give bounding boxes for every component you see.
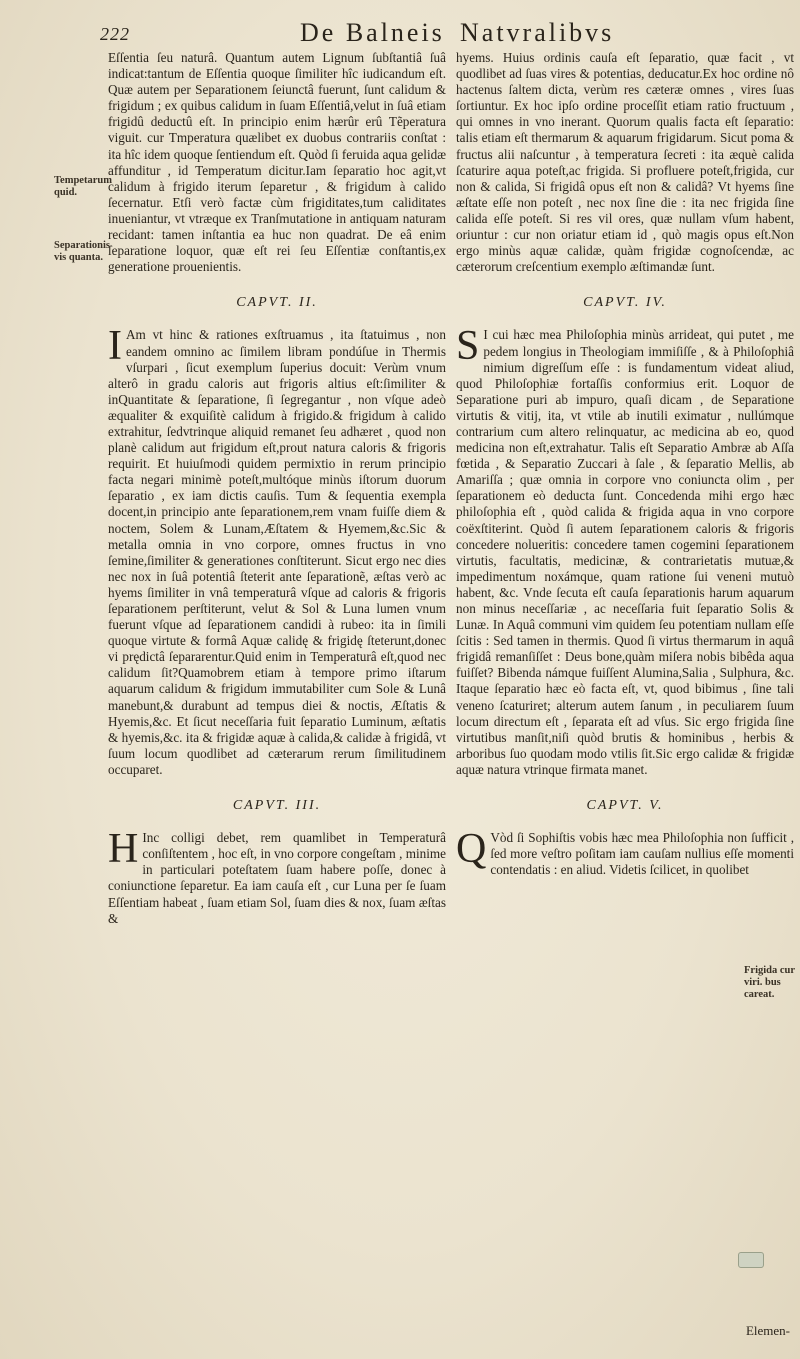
chapter-3-paragraph xyxy=(108,826,446,927)
page-number: 222 xyxy=(100,24,130,44)
chapter-3-text: Inc colligi debet, rem quamlibet in Temperaturâ conſiſtentem , hoc eſt, in vno corpore congeſtam , minime in particulari poteſtatem ſuam habere poſſe, donec à coniunctione ſeparetur. Ea iam cauſa eſt , cur Luna per ſe ſuam Eſſentiam habeat , ſuam etiam Sol, ſuam dies & nox, ſuam æſtas & xyxy=(108,830,446,926)
left-column xyxy=(108,50,446,927)
chapter-4-text: I cui hæc mea Philoſophia minùs arrideat, qui putet , me pedem longius in Theologiam immiſiſſe , & à Philoſophiâ nimium digreſſum eſſe : is fundamentum videat aliud, quod Philoſophiæ fortaſſis conformius erit. Loquor de Separatione puri ab impuro, quaſi dicam , de Separatione virtutis & vitij, ita, vt vtile ab inutili eximatur , nullúmque contrarium cum altero relinquatur, ac medicina ab eo, quod medicina non eſt,extrahatur. Talis eſt Separatio Ambræ ab Aſſa fœtida , & Separatio Zuccari à ſale , & ſeparatio Mellis, ab Amariſſa ; quæ omnia in corpore vno coniuncta olim , per ſeparationem eò deducta ſunt. Concedenda mihi ergo hæc philoſophia eſt , quòd calida & frigida aqua in vno corpore coëxſtiterint. Quòd ſi autem ſeparationem caloris & frigoris concedere nolueritis: concedere tamen cogemini ſeparationem virtutis, facultatis, medicinæ, & contrarietatis mutuæ,& impedimentum noxámque, quam ratione ſui veneni mutuò habent, &c. Vnde ſecuta eſt cauſa ſeparationis harum aquarum non minus neceſſariæ , ac neceſſaria fuit ſeparatio Solis & Lunæ. In Aquâ communi vim quidem ſeu potentiam nullam eſſe ſcitis : Sed tamen in thermis. Quod ſi virtus thermarum in aquâ frigidâ remanſiſſet : Deus bone,quàm miſera nobis bibêda aqua fuiſſet? Bibenda námque fuiſſent Alumina,Salia , Sulphura, &c. Itaque ſeparatio hæc eò facta eſt, vt, quod bibimus , ſine tali veneno ſcaturiret; alterum autem ſanum , in peculiarem ſuum locum directum eſt , ſeparata eſt ad vſus. Sic ergo frigida ſine virtutibus manſit,niſi quòd brutis & hominibus , herbis & arboribus ſuo quodam modo vtilis ſit.Sic ergo calidæ & frigidæ aquæ natura vtrinque firmata manet. xyxy=(456,327,794,777)
right-opening-paragraph: hyems. Huius ordinis cauſa eſt ſeparatio, quæ facit , vt quodlibet ad ſuas vires & potentias, deducatur.Ex hoc ordine nô hactenus ſaltem dicta, verùm res cæteræ omnes , vires ſuas ſortiuntur. Ex hoc ipſo ordine proceſſit etiam ratio fructuum , qui omnes in vno inerant. Quorum qualis facta eſt ſeparatio: talis etiam eſt thermarum & aquarum frigidarum. Sicut poma & fructus alii naſcuntur , à temperatura ſecreti : ita æquè calida ſcaturire aqua poteſt,ac frigida. Si profluere poteſt,frigida, cur non & calida, Si frigidâ opus eſt non & calidâ? Vt hyems ſine æſtate eſſe non poteſt , nec nox ſine die : ita nec frigida ſine calida eſſe poteſt. Si res vil ores, quæ nullam vſum habent, oriuntur : cur non oriatur etiam id , quò magis opus eſt.Non ergo minùs aquæ calidæ, quàm frigidæ cognoſcendæ, ac cæterorum creſcentium exemplo æſtimandæ ſunt. xyxy=(456,50,794,275)
chapter-2-text: Am vt hinc & rationes exſtruamus , ita ſtatuimus , non eandem omnino ac ſimilem libram pondúſue in Thermis vſurpari , ſicut exemplum ſuperius docuit: Verùm vnum alterô in gradu caloris aut frigoris altius eſt:ſimiliter & inQuantitate & ſeparatione, ſi ſegregantur , non vſque adeò æqualiter & exquiſitè calidum à frigido.& frigidum à calido extrahitur, ſedvtrinque aliquid remanet ſeu adhæret , quod non planè calidum aut frigidum eſt,prout natura caloris & frigoris requirit. Et huiuſmodi quidem permixtio in rerum principio facta negari minimè poteſt,multóque minùs iſtorum duorum ſeparatio , ex iam dictis cauſis. Tum & ſequentia exempla docent,in principio ante ſeparationem,rem vnam fuiſſe diem & noctem, Solem & Lunam,Æſtatem & Hyemem,&c.Sic & metalla omnia in vno corpore, omnes fructus in vno ſemine,ſimiliter & generationes conſtiterunt. Sicut ergo nec dies nec nox in ſuâ potentiâ ſteterit ante ſeparationẽ, æſtas verò ac hyems ſimiliter in vnâ temperaturâ vſque ad caloris & frigoris ſeparationem perſtiterunt, velut & Sol & Luna lumen vnum fuerunt vſque ad ſeparationem candidi à rubeo: ita in ſimili quoque virtute & formâ Aquæ calidę & frigidę ſteterunt,donec vi prędictâ ſepararentur.Quid enim in Temperaturâ eſt,quod nec calidum ſit?Quamobrem etiam à tempore primo iſtarum aquarum calidum & frigidum immutabiliter cum Sole & Lunâ manebunt,& durabunt ad tempus diei & noctis, Æſtatis & Hyemis,&c. Et ſicut neceſſaria fuit ſeparatio Luminum, æſtatis & hyemis,&c. ita & frigidæ aquæ à calida,& calidæ à frigidâ, vt ſuum locum quodlibet ad cæterarum rerum ſimilitudinem occuparet. xyxy=(108,327,446,777)
chapter-2-heading: CAPVT. II. xyxy=(236,295,318,311)
running-head-right: Natvralibvs xyxy=(460,18,615,47)
chapter-3-heading: CAPVT. III. xyxy=(232,798,322,814)
margin-note-separationis: Separationis vis quanta. xyxy=(54,240,111,263)
chapter-4-dropcap: S xyxy=(456,323,480,370)
margin-note-tempetarum: Tempetarum quid. xyxy=(54,175,112,198)
chapter-4-heading: CAPVT. IV. xyxy=(583,295,667,311)
chapter-4-paragraph xyxy=(456,323,794,778)
chapter-2-dropcap: I xyxy=(108,323,122,370)
chapter-5-dropcap: Q xyxy=(456,826,487,873)
running-head-left: De Balneis xyxy=(300,18,445,47)
chapter-5-paragraph xyxy=(456,826,794,878)
chapter-2-paragraph xyxy=(108,323,446,778)
catchword: Elemen- xyxy=(745,1323,790,1338)
left-opening-paragraph: Eſſentia ſeu naturâ. Quantum autem Lignum ſubſtantiâ ſuâ indicat:tantum de Eſſentia quoque ſimiliter hîc iudicandum eſt. Quæ autem per Separationem ſeiunctâ fuerunt, ſunt calidum & frigidum ; ex quibus calidum in ſuam Eſſentiâ,velut in ſuâ etiam frigidû deductû eſt. In principio enim hærûr erû Tẽperatura viguit. cur Tmperatura quælibet ex duobus contrariis conſtat : ita hîc idem quoque ſentiendum eſt. Quòd ſi feruida aqua gelidæ affunditur , id Temperatum dicitur.Iam ſeparatio hoc agit,vt calidum à frigido iterum ſeparetur , & frigidum à calido ſecernatur. Etſi verò factæ cùm frigiditates,tum caliditates inueniantur, vt vtræque ex Tranſmutatione in antiquam naturam recidant: tamen inſtantia ea huc non quadrat. De eâ enim ſeparatione loquor, quæ eſt rei ſeu Eſſentiæ conſtantis,ex generatione prouenientis. xyxy=(108,50,446,275)
chapter-3-dropcap: H xyxy=(108,826,139,873)
chapter-5-text: Vòd ſi Sophiſtis vobis hæc mea Philoſophia non ſufficit , ſed more veſtro poſitam iam cauſam nullius eſſe momenti contendatis : en aliud. Videtis ſcilicet, in quolibet xyxy=(490,830,794,878)
margin-note-frigida: Frigida cur viri. bus careat. xyxy=(744,965,795,1000)
printer-ornament-icon xyxy=(738,1252,764,1268)
right-column xyxy=(456,50,794,878)
chapter-5-heading: CAPVT. V. xyxy=(586,798,664,814)
